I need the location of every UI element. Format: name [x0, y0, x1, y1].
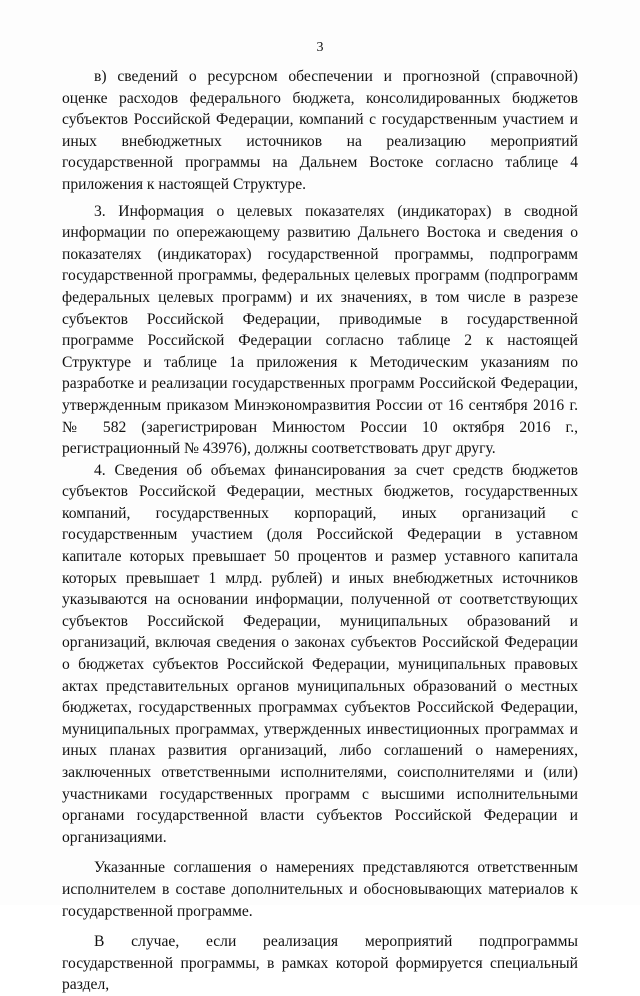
paragraph-financing-volumes: 4. Сведения об объемах финансирования за счет средств бюджетов субъектов Российской Федерации, местных бюджетов, государственных компаний, государственных корпораций, иных организаций с государственным участием (доля Российской Федерации в уставном капитале которых превышает 50 процентов и размер уставного капитала которых превышает 1 млрд. рублей) и иных внебюджетных источников указываются на основании информации, полученной от соответствующих субъектов Российской Федерации, муниципальных образований и организаций, включая сведения о законах субъектов Российской Федерации о бюджетах субъектов Российской Федерации, муниципальных правовых актах представительных органов муниципальных образований о местных бюджетах, государственных программах субъектов Российской Федерации, муниципальных программах, утвержденных инвестиционных программах и иных планах развития организаций, либо соглашений о намерениях, заключенных ответственными исполнителями, соисполнителями и (или) участниками государственных программ с высшими исполнительными органами государственной власти субъектов Российской Федерации и организациями. [62, 461, 578, 846]
paragraph-resource-provision: в) сведений о ресурсном обеспечении и прогнозной (справочной) оценке расходов федерального бюджета, консолидированных бюджетов субъектов Российской Федерации, компаний с государственным участием и иных внебюджетных источников на реализацию мероприятий государственной программы на Дальнем Востоке согласно таблице 4 приложения к настоящей Структуре. [62, 68, 578, 193]
paragraph-intent-agreements: Указанные соглашения о намерениях представляются ответственным исполнителем в составе дополнительных и обосновывающих материалов к государственной программе. [62, 859, 578, 920]
body-text [62, 66, 578, 996]
page-number: 3 [316, 40, 324, 55]
paragraph-target-indicators: 3. Информация о целевых показателях (индикаторах) в сводной информации по опережающему развитию Дальнего Востока и сведения о показателях (индикаторах) государственной программы, подпрограмм государственной программы, федеральных целевых программ (подпрограмм федеральных целевых программ) и их значениях, в том числе в разрезе субъектов Российской Федерации, приводимые в государственной программе Российской Федерации согласно таблице 2 к настоящей Структуре и таблице 1а приложения к Методическим указаниям по разработке и реализации государственных программ Российской Федерации, утвержденным приказом Минэкономразвития России от 16 сентября 2016 г. № 582 (зарегистрирован Минюстом России 10 октября 2016 г., регистрационный № 43976), должны соответствовать друг другу. [62, 202, 578, 458]
paragraph-subprogram-case: В случае, если реализация мероприятий подпрограммы государственной программы, в рамках которой формируется специальный раздел, [62, 933, 578, 994]
